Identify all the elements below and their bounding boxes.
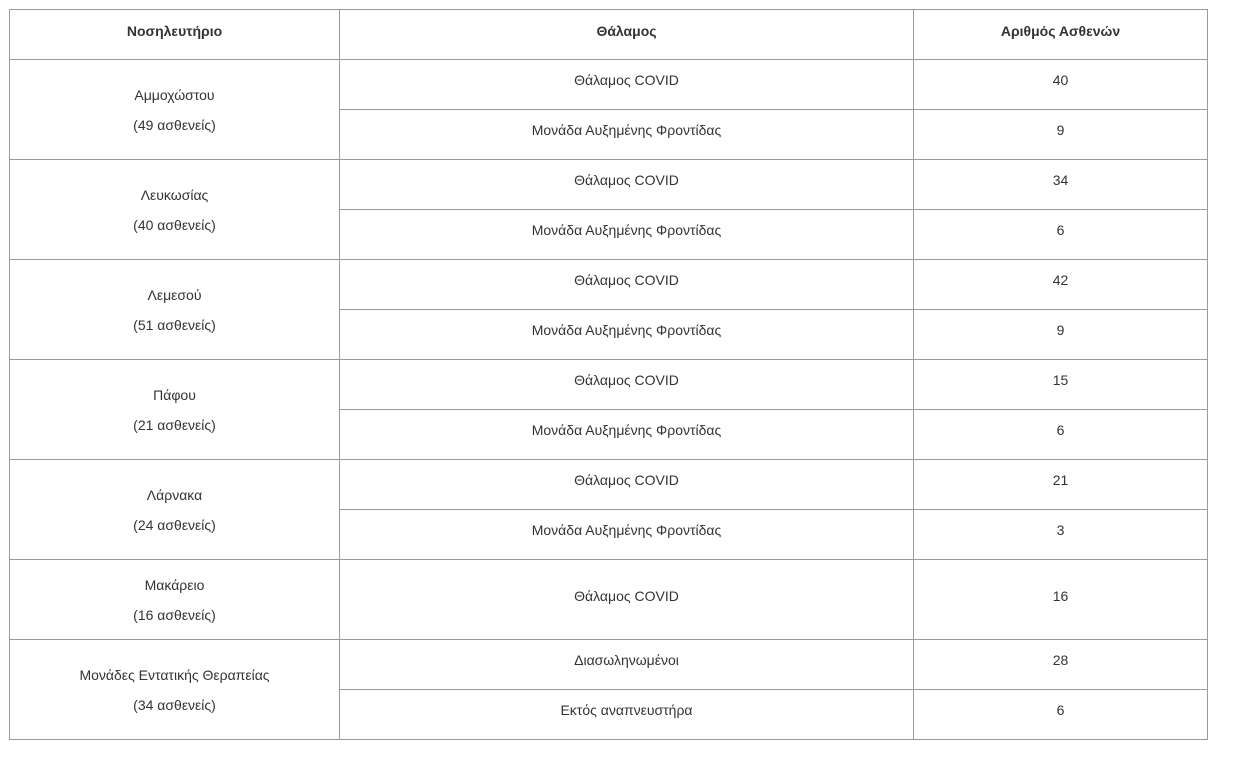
table-row	[10, 360, 1208, 410]
ward-cell: Θάλαμος COVID	[340, 260, 914, 310]
ward-cell: Θάλαμος COVID	[340, 460, 914, 510]
hospital-total: (34 ασθενείς)	[133, 696, 216, 713]
ward-cell: Διασωληνωμένοι	[340, 640, 914, 690]
hospital-patients-table	[9, 9, 1208, 740]
patient-count-cell: 16	[914, 560, 1208, 640]
table-row	[10, 640, 1208, 690]
patient-count-cell: 21	[914, 460, 1208, 510]
patient-count-cell: 40	[914, 60, 1208, 110]
hospital-name: Πάφου	[153, 386, 196, 403]
patient-count-cell: 6	[914, 410, 1208, 460]
ward-cell: Μονάδα Αυξημένης Φροντίδας	[340, 210, 914, 260]
hospital-cell	[10, 360, 340, 460]
patient-count-cell: 28	[914, 640, 1208, 690]
hospital-cell	[10, 460, 340, 560]
hospital-cell	[10, 160, 340, 260]
table-row	[10, 60, 1208, 110]
table-row	[10, 160, 1208, 210]
hospital-name: Λεμεσού	[147, 286, 202, 303]
ward-cell: Θάλαμος COVID	[340, 160, 914, 210]
table-header-row	[10, 10, 1208, 60]
table-row	[10, 460, 1208, 510]
ward-cell: Μονάδα Αυξημένης Φροντίδας	[340, 510, 914, 560]
table-row	[10, 560, 1208, 640]
patient-count-cell: 9	[914, 110, 1208, 160]
header-patients: Αριθμός Ασθενών	[914, 10, 1208, 60]
hospital-total: (21 ασθενείς)	[133, 416, 216, 433]
hospital-cell	[10, 560, 340, 640]
ward-cell: Θάλαμος COVID	[340, 60, 914, 110]
hospital-name: Μακάρειο	[144, 576, 205, 593]
hospital-name: Λάρνακα	[146, 486, 203, 503]
ward-cell: Μονάδα Αυξημένης Φροντίδας	[340, 110, 914, 160]
table-row	[10, 260, 1208, 310]
patient-count-cell: 9	[914, 310, 1208, 360]
ward-cell: Εκτός αναπνευστήρα	[340, 690, 914, 740]
patient-count-cell: 3	[914, 510, 1208, 560]
hospital-total: (24 ασθενείς)	[133, 516, 216, 533]
hospital-name: Μονάδες Εντατικής Θεραπείας	[79, 666, 270, 683]
hospital-cell	[10, 60, 340, 160]
hospital-cell	[10, 640, 340, 740]
patient-count-cell: 6	[914, 690, 1208, 740]
header-hospital: Νοσηλευτήριο	[10, 10, 340, 60]
ward-cell: Θάλαμος COVID	[340, 560, 914, 640]
hospital-cell	[10, 260, 340, 360]
patient-count-cell: 34	[914, 160, 1208, 210]
ward-cell: Μονάδα Αυξημένης Φροντίδας	[340, 310, 914, 360]
hospital-name: Αμμοχώστου	[134, 86, 215, 103]
hospital-total: (51 ασθενείς)	[133, 316, 216, 333]
patient-count-cell: 42	[914, 260, 1208, 310]
ward-cell: Μονάδα Αυξημένης Φροντίδας	[340, 410, 914, 460]
hospital-total: (16 ασθενείς)	[133, 606, 216, 623]
patient-count-cell: 6	[914, 210, 1208, 260]
patient-count-cell: 15	[914, 360, 1208, 410]
hospital-total: (40 ασθενείς)	[133, 216, 216, 233]
header-ward: Θάλαμος	[340, 10, 914, 60]
hospital-name: Λευκωσίας	[140, 186, 209, 203]
hospital-total: (49 ασθενείς)	[133, 116, 216, 133]
ward-cell: Θάλαμος COVID	[340, 360, 914, 410]
